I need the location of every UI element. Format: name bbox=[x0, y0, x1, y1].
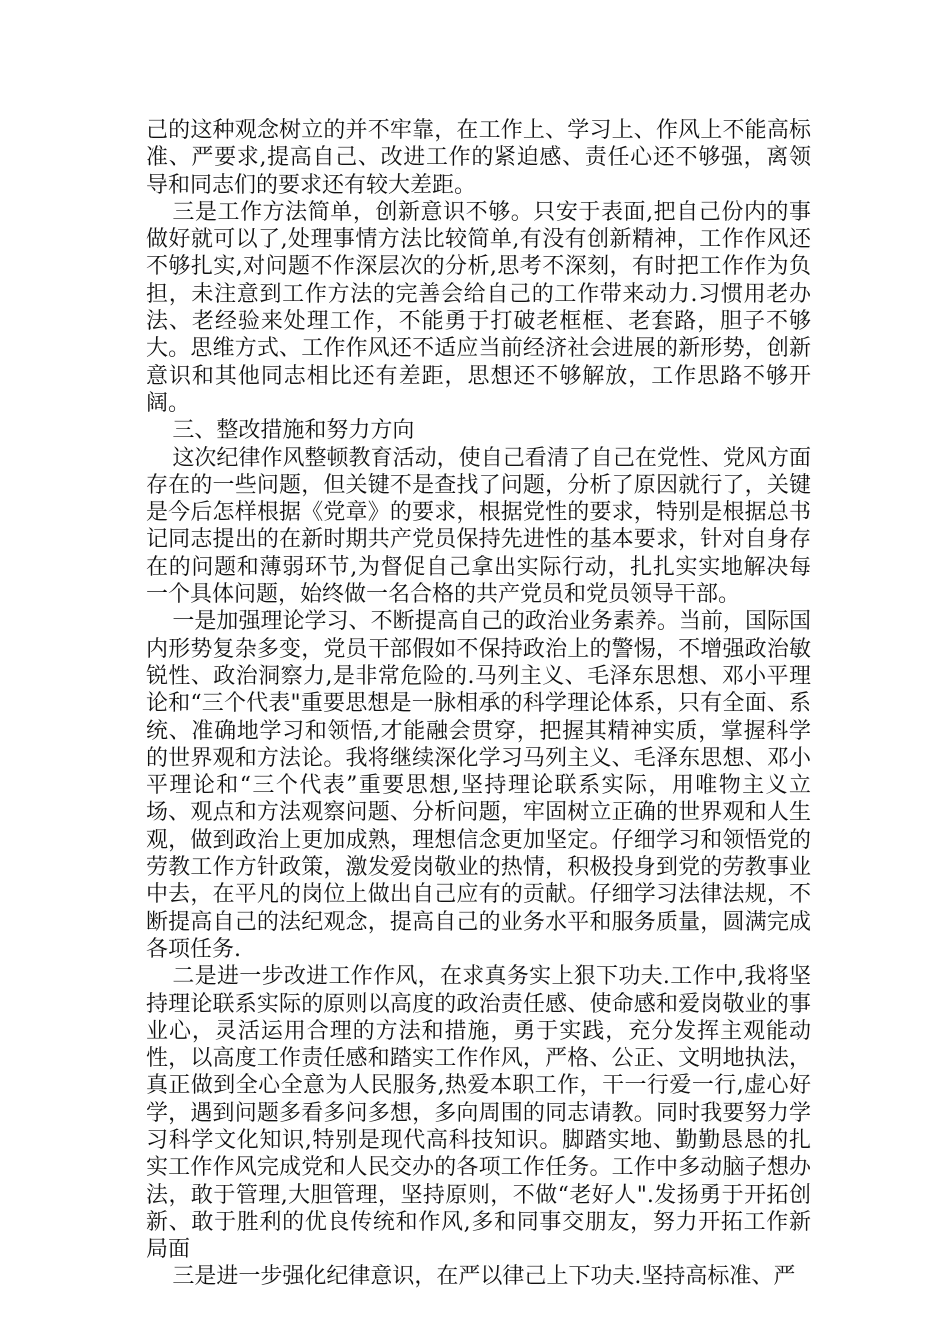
paragraph-theory-study: 一是加强理论学习、不断提高自己的政治业务素养。当前，国际国内形势复杂多变，党员干部假如不保持政治上的警惕，不增强政治敏锐性、政治洞察力,是非常危险的.马列主义、毛泽东思想、邓小平理论和“三个代表"重要思想是一脉相承的科学理论体系，只有全面、系统、准确地学习和领悟,才能融会贯穿，把握其精神实质，掌握科学的世界观和方法论。我将继续深化学习马列主义、毛泽东思想、邓小平理论和“三个代表”重要思想,坚持理论联系实际，用唯物主义立场、观点和方法观察问题、分析问题，牢固树立正确的世界观和人生观，做到政治上更加成熟，理想信念更加坚定。仔细学习和领悟党的劳教工作方针政策，激发爱岗敬业的热情，积极投身到党的劳教事业中去，在平凡的岗位上做出自己应有的贡献。仔细学习法律法规，不断提高自己的法纪观念，提高自己的业务水平和服务质量，圆满完成各项任务. bbox=[146, 609, 811, 962]
paragraph-work-method: 三是工作方法简单，创新意识不够。只安于表面,把自己份内的事做好就可以了,处理事情方法比较简单,有没有创新精神，工作作风还不够扎实,对问题不作深层次的分析,思考不深刻，有时把工作作为负担，未注意到工作方法的完善会给自己的工作带来动力.习惯用老办法、老经验来处理工作，不能勇于打破老框框、老套路，胆子不够大。思维方式、工作作风还不适应当前经济社会进展的新形势，创新意识和其他同志相比还有差距，思想还不够解放，工作思路不够开阔。 bbox=[146, 199, 811, 416]
paragraph-continuation: 己的这种观念树立的并不牢靠，在工作上、学习上、作风上不能高标准、严要求,提高自己、改进工作的紧迫感、责任心还不够强，离领导和同志们的要求还有较大差距。 bbox=[146, 118, 811, 198]
paragraph-rectification-intro: 这次纪律作风整顿教育活动，使自己看清了自己在党性、党风方面存在的一些问题，但关键不是查找了问题，分析了原因就行了，关键是今后怎样根据《党章》的要求，根据党性的要求，特别是根据总书记同志提出的在新时期共产党员保持先进性的基本要求，针对自身存在的问题和薄弱环节,为督促自己拿出实际行动，扎扎实实地解决每一个具体问题，始终做一名合格的共产党员和党员领导干部。 bbox=[146, 445, 811, 608]
document-page bbox=[146, 117, 811, 1291]
paragraph-work-style: 二是进一步改进工作作风，在求真务实上狠下功夫.工作中,我将坚持理论联系实际的原则以高度的政治责任感、使命感和爱岗敬业的事业心，灵活运用合理的方法和措施，勇于实践，充分发挥主观能动性，以高度工作责任感和踏实工作作风，严格、公正、文明地执法，真正做到全心全意为人民服务,热爱本职工作，干一行爱一行,虚心好学，遇到问题多看多问多想，多向周围的同志请教。同时我要努力学习科学文化知识,特别是现代高科技知识。脚踏实地、勤勤恳恳的扎实工作作风完成党和人民交办的各项工作任务。工作中多动脑子想办法，敢于管理,大胆管理，坚持原则，不做“老好人".发扬勇于开拓创新、敢于胜利的优良传统和作风,多和同事交朋友，努力开拓工作新局面 bbox=[146, 964, 811, 1263]
paragraph-discipline: 三是进一步强化纪律意识，在严以律己上下功夫.坚持高标准、严 bbox=[172, 1264, 796, 1290]
section-heading-rectification: 三、整改措施和努力方向 bbox=[172, 418, 415, 444]
